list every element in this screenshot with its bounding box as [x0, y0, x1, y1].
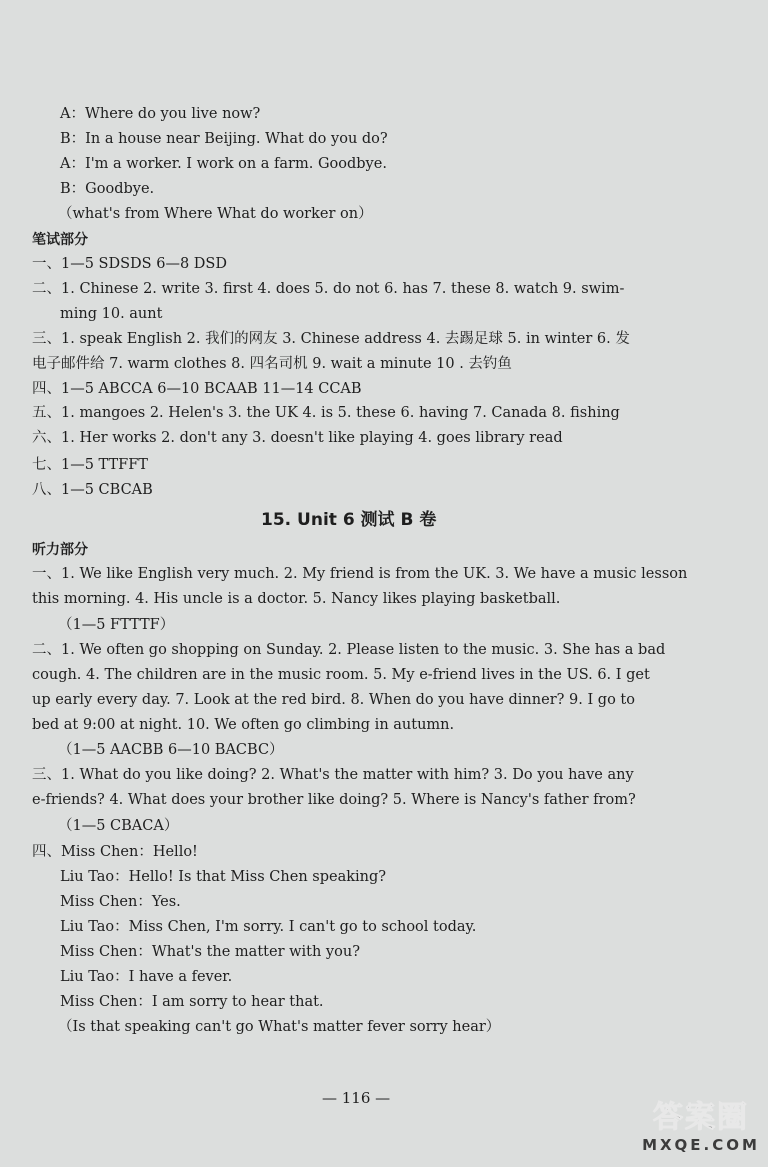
- answer-line: ming 10. aunt: [60, 306, 163, 322]
- dialog-line: Miss Chen：I am sorry to hear that.: [60, 994, 324, 1010]
- answer-line: 四、1—5 ABCCA 6—10 BCAAB 11—14 CCAB: [32, 381, 362, 397]
- answer-line: 一、1—5 SDSDS 6—8 DSD: [32, 256, 227, 272]
- answer-line: cough. 4. The children are in the music room. 5. My e-friend lives in the US. 6. I get: [32, 667, 650, 683]
- unit-heading: 15. Unit 6 测试 B 卷: [261, 510, 437, 530]
- dialog-line: B：Goodbye.: [60, 181, 155, 197]
- answer-line: up early every day. 7. Look at the red bird. 8. When do you have dinner? 9. I go to: [32, 692, 635, 708]
- watermark-text: 答案圈: [653, 1100, 749, 1135]
- page-number: — 116 —: [322, 1089, 391, 1107]
- answer-line: 一、1. We like English very much. 2. My friend is from the UK. 3. We have a music lesson: [32, 566, 688, 582]
- answer-line: 五、1. mangoes 2. Helen's 3. the UK 4. is 5. these 6. having 7. Canada 8. fishing: [32, 405, 620, 421]
- dialog-line: Miss Chen：Yes.: [60, 894, 181, 910]
- watermark-url: MXQE.COM: [642, 1136, 760, 1154]
- answer-line: 二、1. Chinese 2. write 3. first 4. does 5. do not 6. has 7. these 8. watch 9. swim-: [32, 281, 625, 297]
- dialog-line: 四、Miss Chen：Hello!: [32, 844, 198, 860]
- dialog-line: A：I'm a worker. I work on a farm. Goodbye.: [60, 156, 387, 172]
- section-title-written: 笔试部分: [32, 232, 88, 248]
- dialog-line: Liu Tao：I have a fever.: [60, 969, 233, 985]
- dialog-line: A：Where do you live now?: [60, 106, 261, 122]
- section-title-listening: 听力部分: [32, 542, 88, 558]
- dialog-line: Liu Tao：Miss Chen, I'm sorry. I can't go to school today.: [60, 919, 477, 935]
- answer-line: 七、1—5 TTFFT: [32, 457, 148, 473]
- answer-line: bed at 9:00 at night. 10. We often go climbing in autumn.: [32, 717, 455, 733]
- answer-line: 三、1. speak English 2. 我们的网友 3. Chinese address 4. 去踢足球 5. in winter 6. 发: [32, 331, 630, 347]
- answer-line: 电子邮件给 7. warm clothes 8. 四名司机 9. wait a minute 10 . 去钓鱼: [32, 356, 512, 372]
- answer-line: 八、1—5 CBCAB: [32, 482, 153, 498]
- answer-key: （1—5 FTTTF）: [58, 617, 175, 633]
- dialog-line: Liu Tao：Hello! Is that Miss Chen speaking?: [60, 869, 387, 885]
- answer-line: this morning. 4. His uncle is a doctor. 5. Nancy likes playing basketball.: [32, 591, 561, 607]
- answer-line: 三、1. What do you like doing? 2. What's the matter with him? 3. Do you have any: [32, 767, 634, 783]
- answer-line: 二、1. We often go shopping on Sunday. 2. Please listen to the music. 3. She has a bad: [32, 642, 666, 658]
- dialog-line: Miss Chen：What's the matter with you?: [60, 944, 360, 960]
- word-bank: （what's from Where What do worker on）: [58, 206, 373, 222]
- answer-key: （1—5 CBACA）: [58, 818, 179, 834]
- watermark-logo: [642, 1101, 760, 1163]
- word-bank: （Is that speaking can't go What's matter fever sorry hear）: [58, 1019, 501, 1035]
- answer-line: 六、1. Her works 2. don't any 3. doesn't like playing 4. goes library read: [32, 430, 563, 446]
- answer-key: （1—5 AACBB 6—10 BACBC）: [58, 742, 284, 758]
- answer-line: e-friends? 4. What does your brother like doing? 5. Where is Nancy's father from?: [32, 792, 636, 808]
- dialog-line: B：In a house near Beijing. What do you do?: [60, 131, 388, 147]
